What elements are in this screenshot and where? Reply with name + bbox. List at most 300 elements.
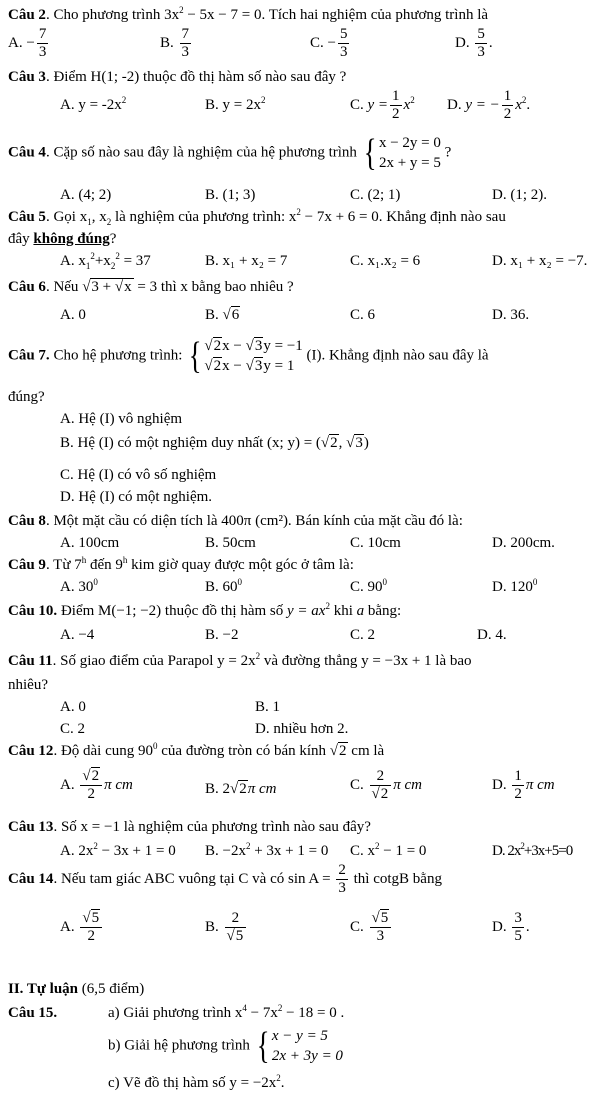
q2-option-d [455,26,493,62]
q10-t2: khi [329,603,357,619]
q12-a-fraction [80,768,102,804]
q12-t1: . Độ dài cung [53,743,139,759]
q3-c-num: 1 [390,88,402,106]
q14-d-fraction [512,910,524,946]
q7-b-r2: 3 [355,435,363,451]
q15-a-exp2: 2 [277,1003,283,1013]
q5-a-exp2: 2 [115,251,120,261]
sqrt-icon: √ [245,358,254,375]
q12-deg: 0 [153,741,158,751]
q2-d-end: . [488,35,493,52]
q2-a-label: A. [8,35,23,52]
q13-option-d [492,842,572,860]
q8-stem [8,512,463,530]
sqrt-icon: √ [82,910,91,926]
q6-radicand-a: 3 + [91,279,115,295]
q7-eq1-r2: 3 [254,338,263,354]
sqrt-icon: √ [371,910,380,926]
q3-d-label: D. [447,97,462,114]
q14-stem [8,862,442,898]
q5-line2-end: ? [109,231,117,247]
q5-a-sub1: 1 [85,261,91,271]
q3-d-var: x [515,97,522,114]
q9-option-d [492,578,537,596]
sqrt-icon: √ [230,781,239,797]
q12-b-label: B. [205,781,219,797]
q7-eq1-b: x − [222,338,246,354]
q12-d-fraction [512,768,524,804]
q2-number: Câu 2 [8,7,46,23]
q2-a-den: 3 [38,44,47,61]
q13-a-pre: A. 2x [60,843,94,859]
q2-d-den: 3 [477,44,485,61]
q3-c-var: x [403,97,411,114]
sqrt-icon: √ [226,928,235,945]
q14-f-den: 3 [338,880,346,897]
q12-d-label: D. [492,777,507,794]
sqrt-icon: √ [222,307,231,323]
q10-t1: Điểm M(−1; −2) thuộc đồ thị hàm số [57,603,287,619]
q14-b-rad: 5 [235,928,244,945]
q3-c-label: C. [350,97,364,114]
q4-brace-icon: { [363,132,377,175]
q14-f-num: 2 [336,862,348,880]
q3-c-den: 2 [392,106,400,123]
q3-d-fraction [502,88,514,124]
q14-option-b [205,910,248,946]
q9-a-text: A. 30 [60,579,94,595]
q3-d-num: 1 [502,88,514,106]
q3-option-d [447,88,530,124]
q3-option-a [60,96,126,114]
q4-system [361,133,441,174]
q9-t2: đến 9 [86,557,123,573]
q6-radicand-b: x [124,279,132,295]
q9-number: Câu 9 [8,557,46,573]
q4-eq1: x − 2y = 0 [378,135,441,151]
q7-b-end: ) [363,435,369,451]
q11-exp: 2 [255,651,261,661]
q2-b-label: B. [160,35,174,52]
q12-number: Câu 12 [8,743,54,759]
q8-option-c: C. 10cm [350,535,401,551]
q2-b-num: 7 [180,26,192,44]
q9-option-c [350,578,387,596]
q9-b-deg: 0 [237,577,243,587]
q13-a-post: − 3x + 1 = 0 [97,843,176,859]
q2-eq-b: − 5x − 7 = 0. Tích hai nghiệm của phương trình là [183,7,489,23]
q13-number: Câu 13 [8,819,54,835]
q14-number: Câu 14 [8,871,54,888]
q7-eq2-d: y = 1 [263,358,295,375]
q10-t3: bằng: [364,603,402,619]
q15-a-pre: a) Giải phương trình x [108,1005,243,1021]
q9-a-deg: 0 [93,577,98,587]
q9-t3: kim giờ quay được một góc ở tâm là: [127,557,354,573]
q9-option-b [205,578,242,596]
q12-d-unit: π cm [525,777,555,794]
q12-a-label: A. [60,777,75,794]
q4-option-d: D. (1; 2). [492,187,547,203]
q2-c-den: 3 [339,44,348,61]
part2-title: II. Tự luận [8,981,79,997]
q14-c-num [370,910,392,928]
q5-text4: − 7x + 6 = 0. Khẳng định nào sau [300,209,506,225]
q3-a-text: A. y = -2x [60,97,122,113]
q7-option-a: A. Hệ (I) vô nghiệm [60,411,183,427]
q12-t2: của đường tròn có bán kính [157,743,330,759]
q2-a-sign: − [26,35,35,52]
q4-stem [8,133,451,174]
q6-pre: . Nếu [45,279,83,295]
q4-option-a: A. (4; 2) [60,187,112,203]
q3-b-exp: 2 [260,95,266,105]
q9-d-text: D. 120 [492,579,533,595]
q2-c-fraction [338,26,350,62]
q5-sub1: 1 [87,217,92,227]
q12-d-den: 2 [514,786,522,803]
q13-option-a [60,842,176,860]
q12-stem [8,742,384,760]
q15-a-mid: − 7x [246,1005,278,1021]
q5-option-c: C. x₁.x₂ = 6 [350,253,421,269]
q7-eq2-b: x − [222,358,246,375]
q8-option-a: A. 100cm [60,535,120,551]
q13-c-exp: 2 [375,841,380,851]
q6-radicand [90,278,133,295]
q10-fn: y = ax [287,603,326,619]
q5-a-x2: +x [94,253,111,269]
q3-option-c [350,88,415,124]
q5-a-x1: x [78,253,86,269]
sqrt-icon: √ [204,338,213,354]
q13-a-exp: 2 [93,841,98,851]
q11-t1: . Số giao điểm của Parapol y = 2x [52,653,256,669]
q15-a-post: − 18 = 0 . [282,1005,345,1021]
q3-c-pre: y = [367,97,389,114]
q13-b-pre: B. −2x [205,843,246,859]
q3-number: Câu 3 [8,69,46,85]
q14-a-fraction [80,910,102,946]
q12-b-rad: 2 [239,781,247,797]
q12-c-fraction [370,768,392,804]
q4-text: . Cặp số nào sau đây là nghiệm của hệ phương trình [45,144,357,161]
q14-c-label: C. [350,919,364,936]
q6-b-rad: 6 [231,307,240,323]
q2-pre: . Cho phương trình [45,7,165,23]
q9-e1: h [81,555,87,565]
q14-c-fraction [370,910,392,946]
q13-b-post: + 3x + 1 = 0 [250,843,329,859]
q8-text: . Một mặt cầu có diện tích là 400π (cm²). Bán kính của mặt cầu đó là: [45,513,463,529]
q12-c-den [370,786,392,803]
q13-option-b [205,842,328,860]
q12-angle: 90 [138,743,154,759]
q4-question-mark: ? [444,144,452,161]
q10-var: a [356,603,365,619]
q7-eq2 [204,356,302,376]
q4-number: Câu 4 [8,144,46,161]
q15-eq1: x − y = 5 [271,1028,328,1044]
q7-post: (I). Khẳng định nào sau đây là [306,347,489,364]
q7-option-d: D. Hệ (I) có một nghiệm. [60,489,213,505]
q2-c-label: C. [310,35,324,52]
q3-d-den: 2 [503,106,512,123]
q14-b-num: 2 [225,910,247,928]
q5-line2-pre: đây [8,231,34,247]
q3-b-text: B. y = 2x [205,97,261,113]
q3-text: . Điểm H(1; -2) thuộc đồ thị hàm số nào sau đây ? [45,69,347,85]
q14-a-num [80,910,102,928]
q3-option-b [205,96,265,114]
q12-b-pre: 2 [222,781,231,797]
q7-b-mid: , [338,435,347,451]
q15-eq2: 2x + 3y = 0 [271,1048,343,1065]
q15-a-exp4: 4 [242,1003,247,1013]
q12-b-unit: π cm [247,781,277,797]
q3-a-exp: 2 [121,95,127,105]
q9-d-deg: 0 [532,577,538,587]
q8-option-b: B. 50cm [205,535,256,551]
q3-stem [8,68,346,86]
q14-t1: . Nếu tam giác ABC vuông tại C và có sin A = [53,871,335,888]
q10-option-b: B. −2 [205,627,239,643]
sqrt-icon: √ [371,786,380,803]
q8-number: Câu 8 [8,513,46,529]
q6-option-b [205,306,240,324]
q5-a-eq: = 37 [119,253,151,269]
q2-c-num: 5 [338,26,350,44]
q5-number: Câu 5 [8,209,46,225]
q5-option-d: D. x₁ + x₂ = −7. [492,253,588,269]
q6-option-d: D. 36. [492,307,530,323]
q13-c-post: − 1 = 0 [379,843,427,859]
q2-option-c [310,26,351,62]
q5-text1: . Gọi x [45,209,88,225]
q13-t1: . Số x = −1 là nghiệm của phương trình nào sau đây? [53,819,371,835]
q2-stem [8,6,488,24]
q5-not-true: không đúng [33,231,110,247]
q2-a-num: 7 [37,26,49,44]
q15-b-pre: b) Giải hệ phương trình [108,1037,250,1054]
q12-d-num: 1 [512,768,524,786]
q14-d-end: . [525,919,530,936]
q7-eq1-r1: 2 [213,338,222,354]
q5-a-exp1: 2 [90,251,95,261]
q2-b-den: 3 [181,44,190,61]
q11-t2: và đường thẳng y = −3x + 1 là bao [260,653,472,669]
sqrt-icon: √ [204,358,213,375]
q14-b-fraction [225,910,247,946]
q6-option-a: A. 0 [60,307,86,323]
q14-c-rad: 5 [380,910,389,926]
q12-a-unit: π cm [104,777,133,794]
q14-t2: thì cotgB bằng [349,871,442,888]
q7-pre: Cho hệ phương trình: [49,347,183,364]
q12-option-a [60,768,133,804]
q12-t3: cm là [347,743,385,759]
q11-option-d: D. nhiều hơn 2. [255,721,349,737]
q14-d-den: 5 [514,928,522,945]
q12-a-den: 2 [87,786,95,803]
q10-option-d: D. 4. [477,627,507,643]
q12-option-c [350,768,422,804]
q13-d-exp: 2 [520,841,524,851]
q9-t1: . Từ 7 [45,557,82,573]
q14-d-num: 3 [512,910,524,928]
q14-a-den: 2 [87,928,95,945]
sqrt-icon: √ [245,338,254,354]
q15-number-text: Câu 15. [8,1005,58,1021]
q5-sub2: 2 [106,217,112,227]
q2-b-fraction [180,26,192,62]
q14-a-rad: 5 [91,910,100,926]
q13-stem [8,818,371,836]
q6-stem [8,278,294,296]
q3-c-fraction [390,88,402,124]
q11-option-b: B. 1 [255,699,281,715]
q5-option-a [60,252,151,270]
q10-number: Câu 10. [8,603,58,619]
q7-eq2-r2: 3 [254,358,263,375]
q3-d-pre: y = − [465,97,500,114]
q9-c-deg: 0 [382,577,388,587]
q5-option-b: B. x₁ + x₂ = 7 [205,253,288,269]
q13-option-c [350,842,426,860]
q7-brace-icon: { [188,335,202,378]
q9-e2: h [122,555,128,565]
q10-exp: 2 [325,601,330,611]
q14-d-label: D. [492,919,507,936]
q14-b-label: B. [205,919,219,936]
q14-option-a [60,910,104,946]
q11-option-c: C. 2 [60,721,86,737]
q7-eq1 [204,336,302,356]
q12-a-rad: 2 [91,768,100,784]
q2-eq-a: 3x [164,7,180,23]
q2-option-a [8,26,50,62]
sqrt-icon: √ [82,768,91,784]
q14-option-c [350,910,393,946]
part2-score: (6,5 điểm) [78,981,145,997]
q5-text3: là nghiệm của phương trình: x [111,209,297,225]
sqrt-icon: √ [346,435,355,451]
q5-a-label: A. [60,253,75,269]
q4-option-b: B. (1; 3) [205,187,256,203]
q15-system [254,1026,343,1067]
q14-c-den: 3 [376,928,385,945]
q11-number: Câu 11 [8,653,53,669]
q14-a-label: A. [60,919,75,936]
q13-d-pre: D. 2x [492,843,521,859]
q12-c-num: 2 [370,768,392,786]
q9-option-a [60,578,98,596]
q5-text2: , x [91,209,107,225]
q7-system [186,336,303,377]
sqrt-icon: √ [320,435,330,451]
q5-stem [8,208,506,226]
q7-stem [8,336,489,377]
q11-option-a: A. 0 [60,699,86,715]
q6-option-c: C. 6 [350,307,376,323]
q15-part-b [108,1026,343,1067]
q15-c-exp: 2 [276,1073,281,1083]
q6-post: = 3 thì x bằng bao nhiêu ? [133,279,294,295]
q14-sin-fraction [336,862,348,898]
q12-c-label: C. [350,777,364,794]
sqrt-icon: √ [114,279,124,295]
q15-part-a [108,1004,344,1022]
q10-stem [8,602,401,620]
q3-d-exp: 2 [521,95,527,106]
q3-c-exp: 2 [410,95,415,106]
q13-d-post: +3x+5=0 [523,843,573,859]
q7-eq1-d: y = −1 [263,338,303,354]
q7-option-b [60,434,369,452]
q12-option-b [205,780,277,798]
q7-system-lines [204,336,302,377]
q7-b-r1: 2 [330,435,338,451]
q15-c-pre: c) Vẽ đồ thị hàm số y = −2x [108,1075,277,1091]
q2-a-fraction [37,26,49,62]
q2-d-fraction [475,26,487,62]
q12-a-num [80,768,102,786]
q10-option-c: C. 2 [350,627,376,643]
q12-option-d [492,768,555,804]
q7-stem-line2: đúng? [8,389,45,405]
q13-b-exp: 2 [245,841,251,851]
q5-stem-line2 [8,230,116,248]
q2-d-label: D. [455,35,470,52]
q4-option-c: C. (2; 1) [350,187,401,203]
q13-c-pre: C. x [350,843,376,859]
q10-option-a: A. −4 [60,627,95,643]
q12-rad: 2 [339,743,347,759]
q7-number: Câu 7. [8,347,50,364]
q3-d-end: . [526,97,531,114]
q14-option-d [492,910,530,946]
q15-part-c [108,1074,285,1092]
q4-eq2: 2x + y = 5 [378,155,441,172]
q11-stem-line2: nhiêu? [8,677,48,693]
q6-number: Câu 6 [8,279,46,295]
q15-number [8,1004,57,1022]
q8-option-d: D. 200cm. [492,535,555,551]
sqrt-icon: √ [329,743,339,759]
q7-b-pre: B. Hệ (I) có một nghiệm duy nhất (x; y) = ( [60,435,321,451]
sqrt-icon: √ [82,279,91,295]
q12-c-unit: π cm [393,777,423,794]
part2-heading [8,980,144,998]
q2-exp: 2 [179,5,184,15]
q5-a-sub2: 2 [110,261,116,271]
q6-b-label: B. [205,307,219,323]
q9-stem [8,556,354,574]
q14-b-den [225,928,247,945]
q15-c-end: . [280,1075,285,1091]
q7-eq2-r1: 2 [213,358,222,375]
q9-c-text: C. 90 [350,579,383,595]
q15-brace-icon: { [256,1025,270,1068]
q2-c-sign: − [327,35,336,52]
q5-exp: 2 [296,207,301,217]
q7-option-c: C. Hệ (I) có vô số nghiệm [60,467,217,483]
q12-c-rad: 2 [380,786,389,803]
q2-d-num: 5 [475,26,487,44]
q11-stem [8,652,472,670]
q15-system-lines [272,1026,343,1067]
q2-option-b [160,26,193,62]
